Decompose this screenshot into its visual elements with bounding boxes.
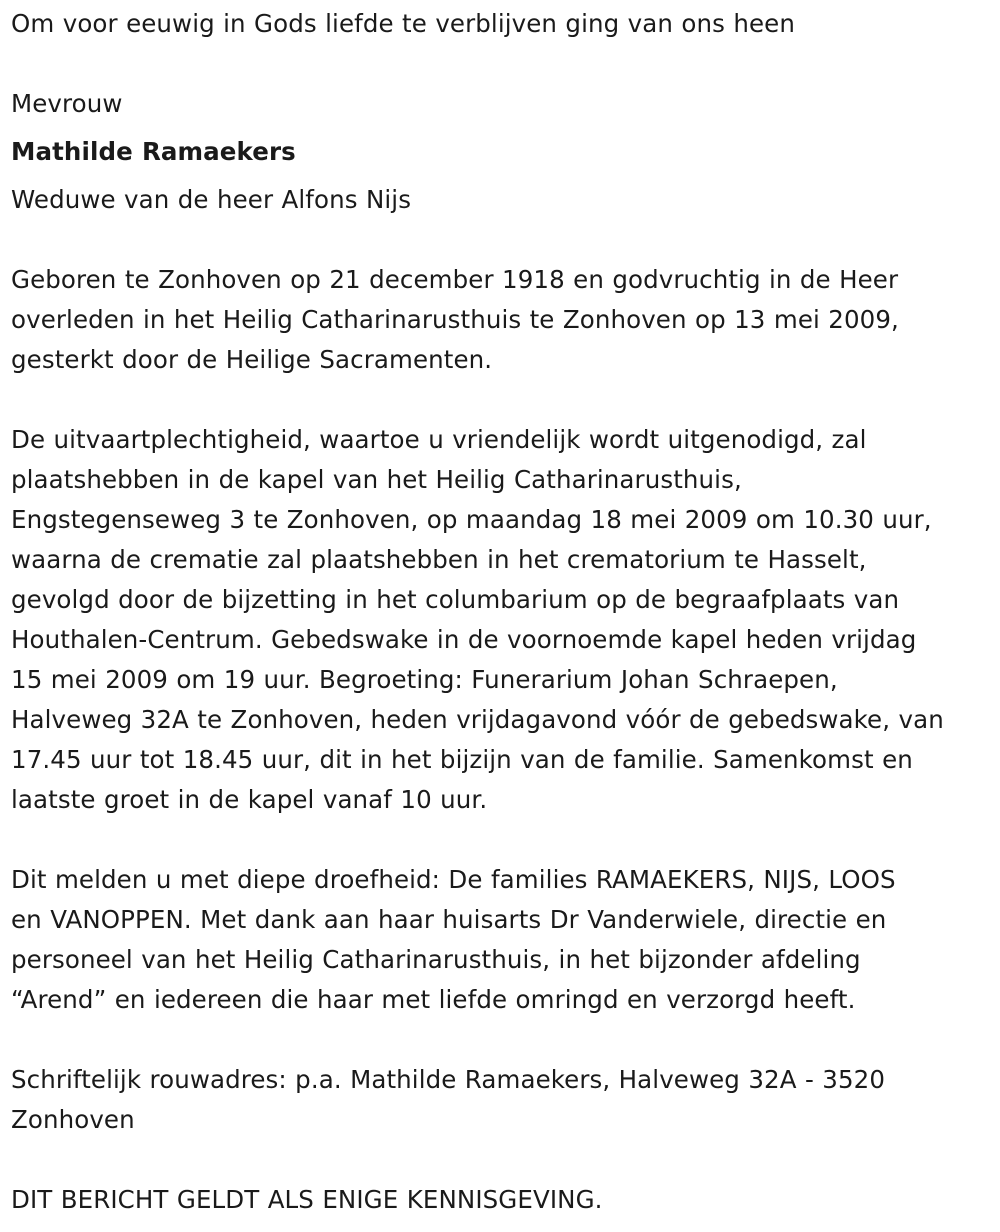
address-paragraph [11, 1060, 993, 1140]
deceased-name: Mathilde Ramaekers [11, 137, 296, 166]
text-line: laatste groet in de kapel vanaf 10 uur. [11, 785, 488, 814]
text-line: “Arend” en iedereen die haar met liefde omringd en verzorgd heeft. [11, 985, 856, 1014]
text-line: gevolgd door de bijzetting in het columbarium op de begraafplaats van [11, 585, 900, 614]
text-line: Halveweg 32A te Zonhoven, heden vrijdagavond vóór de gebedswake, van [11, 705, 944, 734]
text-line: Zonhoven [11, 1105, 135, 1134]
text-line: plaatshebben in de kapel van het Heilig Catharinarusthuis, [11, 465, 742, 494]
text-line: 17.45 uur tot 18.45 uur, dit in het bijzijn van de familie. Samenkomst en [11, 745, 913, 774]
closing-line: DIT BERICHT GELDT ALS ENIGE KENNISGEVING. [11, 1185, 603, 1214]
text-line: waarna de crematie zal plaatshebben in het crematorium te Hasselt, [11, 545, 867, 574]
birth-death-paragraph [11, 260, 993, 380]
text-line: Houthalen-Centrum. Gebedswake in de voornoemde kapel heden vrijdag [11, 625, 917, 654]
families-paragraph [11, 860, 993, 1020]
text-line: en VANOPPEN. Met dank aan haar huisarts Dr Vanderwiele, directie en [11, 905, 887, 934]
death-notice [11, 4, 993, 1220]
text-line: gesterkt door de Heilige Sacramenten. [11, 345, 493, 374]
intro-line: Om voor eeuwig in Gods liefde te verblijven ging van ons heen [11, 9, 795, 38]
text-line: Geboren te Zonhoven op 21 december 1918 en godvruchtig in de Heer [11, 265, 899, 294]
text-line: De uitvaartplechtigheid, waartoe u vriendelijk wordt uitgenodigd, zal [11, 425, 867, 454]
text-line: Dit melden u met diepe droefheid: De families RAMAEKERS, NIJS, LOOS [11, 865, 896, 894]
text-line: overleden in het Heilig Catharinarusthuis te Zonhoven op 13 mei 2009, [11, 305, 899, 334]
text-line: 15 mei 2009 om 19 uur. Begroeting: Funerarium Johan Schraepen, [11, 665, 838, 694]
text-line: Schriftelijk rouwadres: p.a. Mathilde Ramaekers, Halveweg 32A - 3520 [11, 1065, 886, 1094]
text-line: Engstegenseweg 3 te Zonhoven, op maandag 18 mei 2009 om 10.30 uur, [11, 505, 932, 534]
widow-of-line: Weduwe van de heer Alfons Nijs [11, 185, 412, 214]
salutation: Mevrouw [11, 89, 123, 118]
text-line: personeel van het Heilig Catharinarusthuis, in het bijzonder afdeling [11, 945, 861, 974]
ceremony-paragraph [11, 420, 993, 820]
